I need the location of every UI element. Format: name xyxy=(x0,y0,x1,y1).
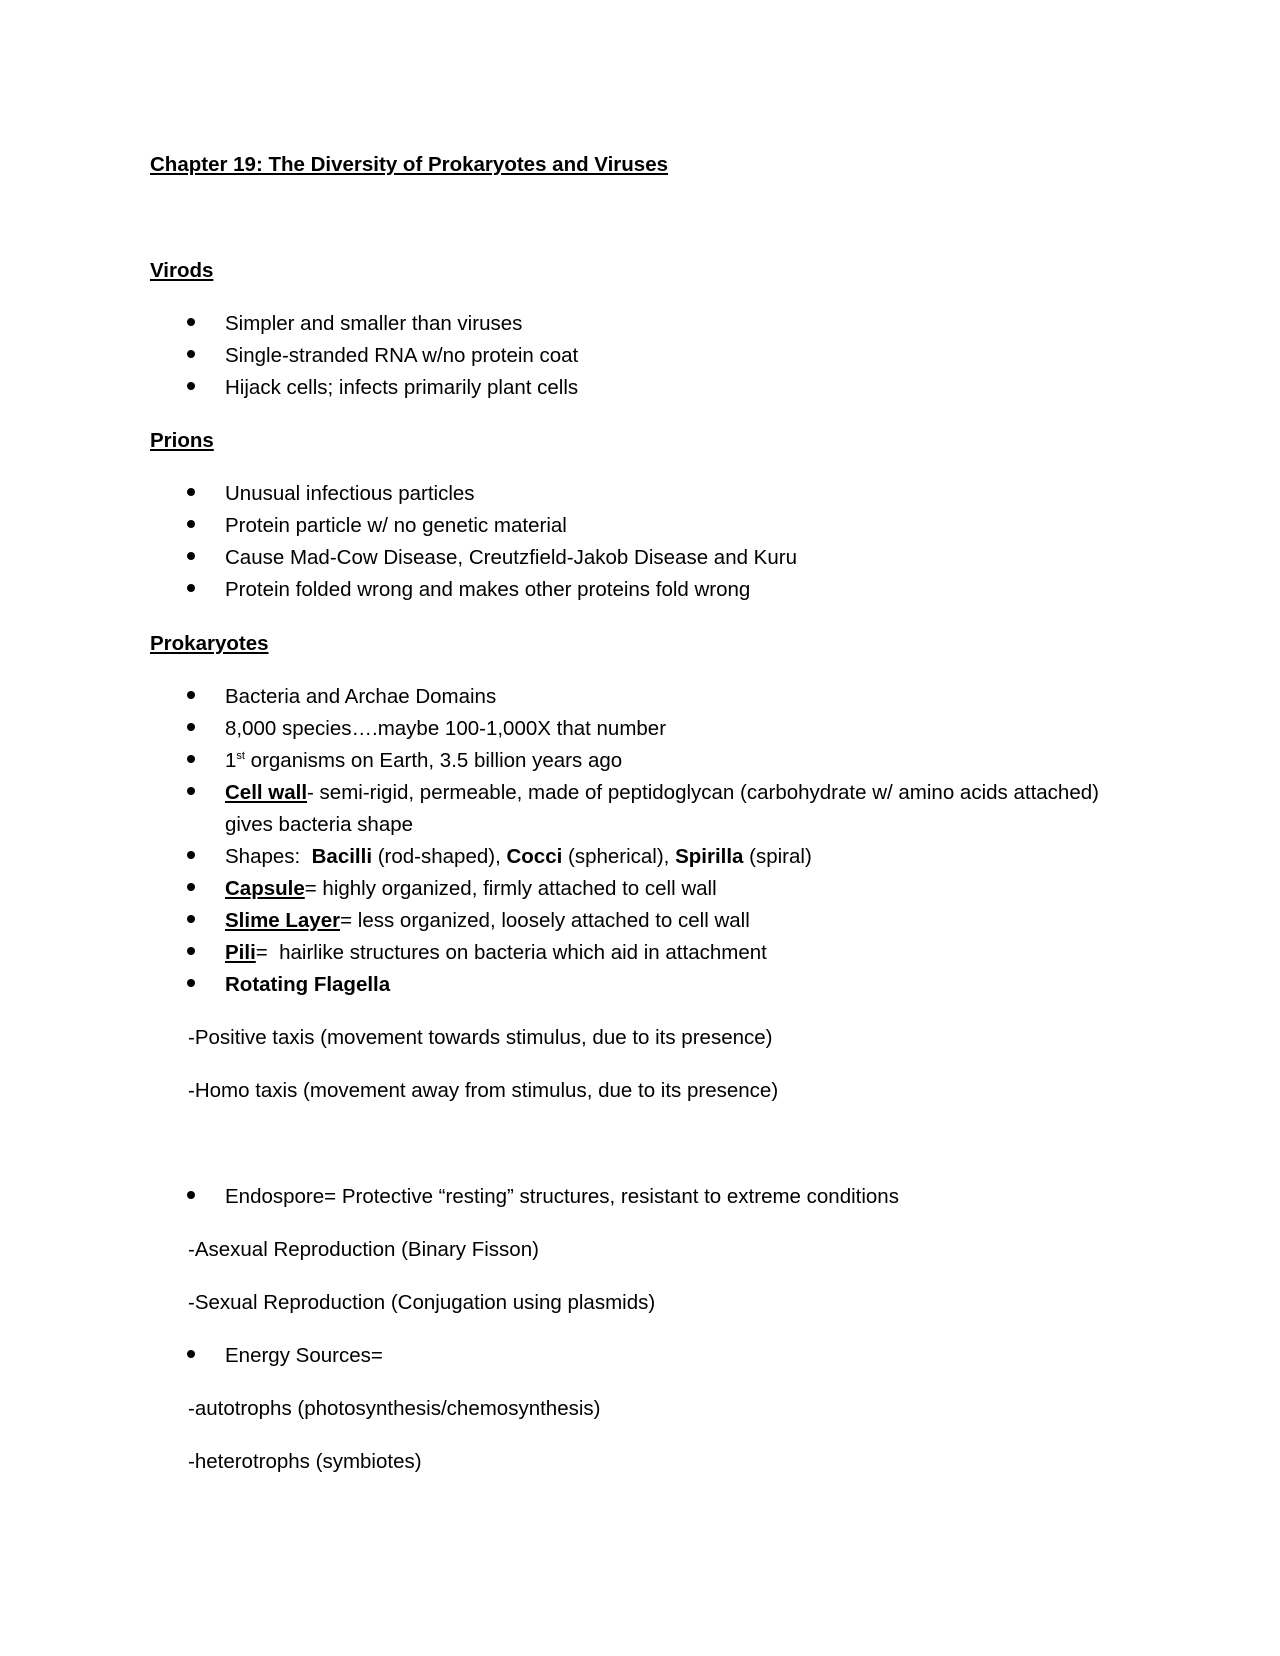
sub-note: -heterotrophs (symbiotes) xyxy=(188,1450,422,1473)
term-cell-wall: Cell wall xyxy=(225,781,308,804)
list-item-energy: Energy Sources= xyxy=(225,1344,383,1367)
list-item: 8,000 species….maybe 100-1,000X that number xyxy=(225,717,667,740)
list-item-flagella: Rotating Flagella xyxy=(225,973,391,996)
sub-note: -Positive taxis (movement towards stimulus, due to its presence) xyxy=(188,1026,773,1049)
section-heading-prions: Prions xyxy=(150,429,214,452)
bullet-icon xyxy=(187,883,195,891)
sub-note: -Sexual Reproduction (Conjugation using plasmids) xyxy=(188,1291,656,1314)
bullet-icon xyxy=(187,318,195,326)
term-slime-layer: Slime Layer xyxy=(225,909,341,932)
list-item: Protein particle w/ no genetic material xyxy=(225,514,567,537)
term-pili: Pili xyxy=(225,941,256,964)
bullet-icon xyxy=(187,723,195,731)
page-title: Chapter 19: The Diversity of Prokaryotes and Viruses xyxy=(150,153,669,176)
list-item-continuation: gives bacteria shape xyxy=(225,813,414,836)
list-item: Bacteria and Archae Domains xyxy=(225,685,497,708)
list-item-capsule: Capsule= highly organized, firmly attached to cell wall xyxy=(225,877,717,900)
bullet-icon xyxy=(187,1350,195,1358)
bullet-icon xyxy=(187,691,195,699)
bullet-icon xyxy=(187,488,195,496)
bullet-icon xyxy=(187,915,195,923)
list-item-pili: Pili= hairlike structures on bacteria which aid in attachment xyxy=(225,941,767,964)
bullet-icon xyxy=(187,947,195,955)
bullet-icon xyxy=(187,584,195,592)
list-item-slime-layer: Slime Layer= less organized, loosely attached to cell wall xyxy=(225,909,750,932)
list-item: Hijack cells; infects primarily plant cells xyxy=(225,376,579,399)
list-item-endospore: Endospore= Protective “resting” structures, resistant to extreme conditions xyxy=(225,1185,899,1208)
sub-note: -Homo taxis (movement away from stimulus, due to its presence) xyxy=(188,1079,779,1102)
section-heading-virods: Virods xyxy=(150,259,214,282)
section-heading-prokaryotes: Prokaryotes xyxy=(150,632,269,655)
sub-note: -Asexual Reproduction (Binary Fisson) xyxy=(188,1238,539,1261)
list-item: Cause Mad-Cow Disease, Creutzfield-Jakob Disease and Kuru xyxy=(225,546,797,569)
bullet-icon xyxy=(187,851,195,859)
term-capsule: Capsule xyxy=(225,877,305,900)
sub-note: -autotrophs (photosynthesis/chemosynthesis) xyxy=(188,1397,601,1420)
list-item: Protein folded wrong and makes other proteins fold wrong xyxy=(225,578,751,601)
list-item: Simpler and smaller than viruses xyxy=(225,312,523,335)
bullet-icon xyxy=(187,350,195,358)
bullet-icon xyxy=(187,979,195,987)
bullet-icon xyxy=(187,1191,195,1199)
list-item: Unusual infectious particles xyxy=(225,482,475,505)
bullet-icon xyxy=(187,787,195,795)
bullet-icon xyxy=(187,552,195,560)
list-item-shapes: Shapes: Bacilli (rod-shaped), Cocci (spherical), Spirilla (spiral) xyxy=(225,845,812,868)
bullet-icon xyxy=(187,520,195,528)
list-item: 1st organisms on Earth, 3.5 billion years ago xyxy=(225,749,623,772)
list-item-cell-wall: Cell wall- semi-rigid, permeable, made of peptidoglycan (carbohydrate w/ amino acids attached) xyxy=(225,781,1099,804)
bullet-icon xyxy=(187,382,195,390)
bullet-icon xyxy=(187,755,195,763)
list-item: Single-stranded RNA w/no protein coat xyxy=(225,344,579,367)
